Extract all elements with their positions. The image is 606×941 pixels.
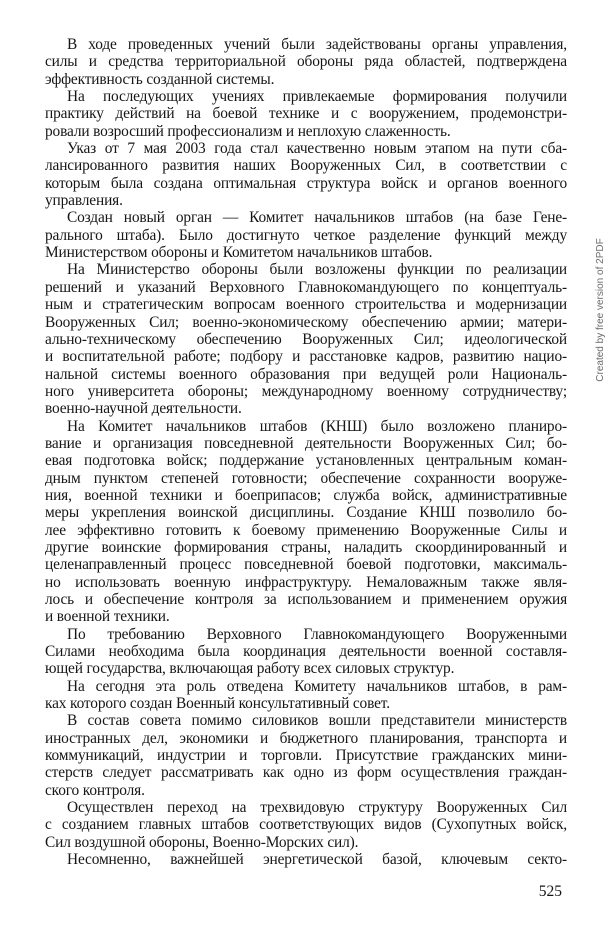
text-line: вание и организация повседневной деятельности Вооруженных Сил; бо- bbox=[45, 434, 567, 452]
text-line: практику действий на боевой технике и с вооружением, продемонстри- bbox=[45, 105, 567, 123]
text-line: и воспитательной работе; подбору и расстановке кадров, развитию нацио- bbox=[45, 348, 567, 366]
text-line: Осуществлен переход на трехвидовую структуру Вооруженных Сил bbox=[67, 799, 567, 817]
text-line: На сегодня эта роль отведена Комитету начальников штабов, в рам- bbox=[67, 677, 567, 695]
text-line: Указ от 7 мая 2003 года стал качественно новым этапом на пути сба- bbox=[67, 140, 567, 158]
watermark bbox=[582, 180, 606, 440]
text-line: стерств следует рассматривать как одно из форм осуществления граждан- bbox=[45, 764, 567, 782]
text-line: коммуникаций, индустрии и торговли. Присутствие гражданских мини- bbox=[45, 747, 567, 765]
text-line: дным пунктом степеней готовности; обеспечение сохранности вооруже- bbox=[45, 469, 567, 487]
text-line: целенаправленный процесс повседневной боевой подготовки, максималь- bbox=[45, 556, 567, 574]
text-line: Сил воздушной обороны, Военно-Морских сил). bbox=[45, 833, 359, 851]
text-line: На последующих учениях привлекаемые формирования получили bbox=[67, 88, 567, 106]
text-line: Несомненно, важнейшей энергетической базой, ключевым секто- bbox=[67, 851, 567, 869]
page-number: 525 bbox=[538, 883, 562, 900]
text-line: ным и стратегическим вопросам военного строительства и модернизации bbox=[45, 296, 567, 314]
text-line: другие воинские формирования страны, наладить скоординированный и bbox=[45, 538, 567, 556]
text-line: эффективность созданной системы. bbox=[45, 70, 275, 88]
text-line: ского контроля. bbox=[45, 781, 145, 799]
text-line: ния, военной техники и боеприпасов; служба войск, административные bbox=[45, 486, 567, 504]
page-body-text bbox=[45, 36, 567, 869]
text-line: рального штаба). Было достигнуто четкое разделение функций между bbox=[45, 226, 567, 244]
text-line: Силами необходима была координация деятельности военной составля- bbox=[45, 643, 567, 661]
text-line: На Комитет начальников штабов (КНШ) было возложено планиро- bbox=[67, 417, 567, 435]
text-line: ках которого создан Военный консультативный совет. bbox=[45, 695, 390, 713]
text-line: евая подготовка войск; поддержание установленных центральным коман- bbox=[45, 452, 567, 470]
text-line: но использовать военную инфраструктуру. Немаловажным также явля- bbox=[45, 573, 567, 591]
text-line: ровали возросший профессионализм и неплохую слаженность. bbox=[45, 122, 451, 140]
text-line: с созданием главных штабов соответствующих видов (Сухопутных войск, bbox=[45, 816, 567, 834]
text-line: которым была создана оптимальная структура войск и органов военного bbox=[45, 174, 567, 192]
text-line: нальной системы военного образования при ведущей роли Националь- bbox=[45, 365, 567, 383]
text-line: силы и средства территориальной обороны ряда областей, подтверждена bbox=[45, 53, 567, 71]
text-line: и военной техники. bbox=[45, 608, 170, 626]
text-line: лось и обеспечение контроля за использованием и применением оружия bbox=[45, 591, 567, 608]
text-line: По требованию Верховного Главнокомандующего Вооруженными bbox=[67, 625, 567, 643]
watermark-text: Created by free version of 2PDF bbox=[595, 238, 606, 382]
text-line: управления. bbox=[45, 192, 123, 210]
text-line: военно-научной деятельности. bbox=[45, 400, 242, 418]
text-line: Вооруженных Сил; военно-экономическому обеспечению армии; матери- bbox=[45, 313, 567, 331]
text-line: Создан новый орган — Комитет начальников штабов (на базе Гене- bbox=[67, 209, 567, 227]
text-line: иностранных дел, экономики и бюджетного планирования, транспорта и bbox=[45, 729, 567, 747]
text-line: лее эффективно готовить к боевому применению Вооруженные Силы и bbox=[45, 521, 567, 539]
text-line: В ходе проведенных учений были задействованы органы управления, bbox=[67, 36, 567, 53]
text-line: ально-техническому обеспечению Вооруженных Сил; идеологической bbox=[45, 330, 567, 348]
text-line: меры укрепления воинской дисциплины. Создание КНШ позволило бо- bbox=[45, 504, 567, 522]
text-line: решений и указаний Верховного Главнокомандующего по концептуаль- bbox=[45, 278, 567, 296]
text-line: В состав совета помимо силовиков вошли представители министерств bbox=[67, 712, 567, 730]
text-line: На Министерство обороны были возложены функции по реализации bbox=[67, 261, 567, 279]
text-line: лансированного развития наших Вооруженных Сил, в соответствии с bbox=[45, 157, 567, 175]
text-line: ного университета обороны; международному военному сотрудничеству; bbox=[45, 382, 567, 400]
text-line: Министерством обороны и Комитетом начальников штабов. bbox=[45, 244, 433, 262]
text-line: ющей государства, включающая работу всех силовых структур. bbox=[45, 660, 455, 678]
